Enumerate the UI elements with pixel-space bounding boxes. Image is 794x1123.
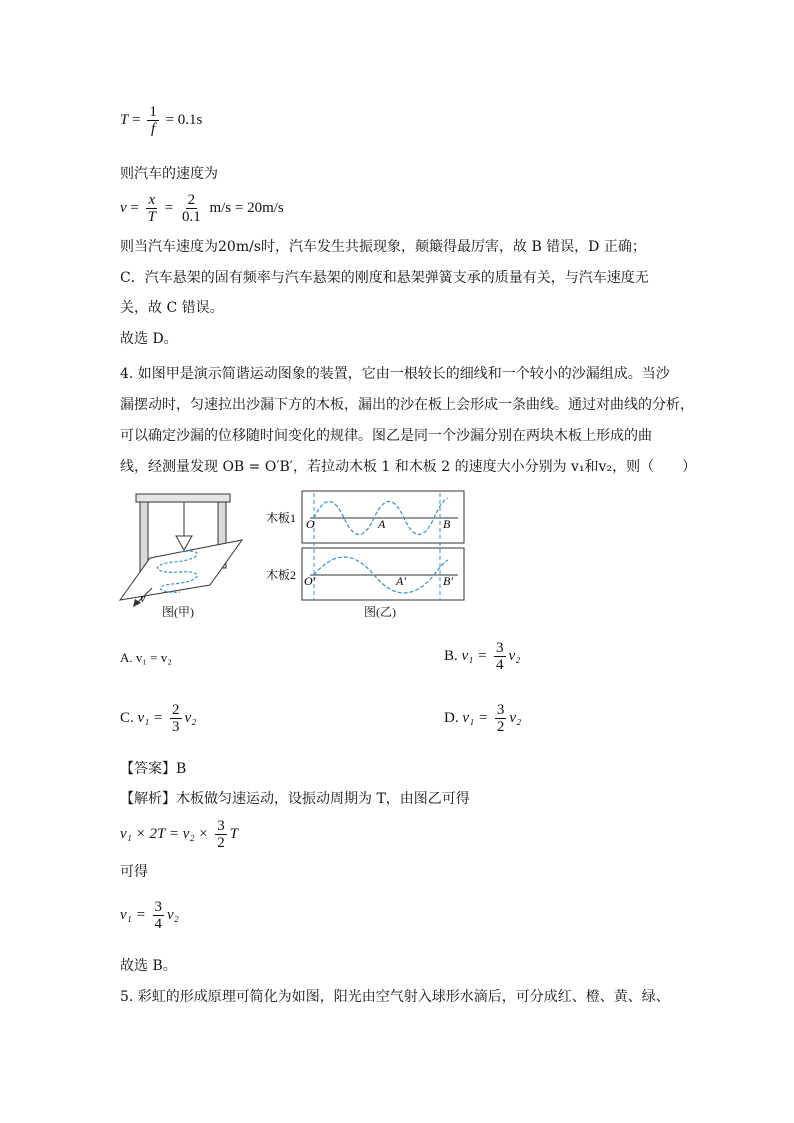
analysis-line: 【解析】木板做匀速运动，设振动周期为 T，由图乙可得	[120, 791, 470, 807]
caption-jia: 图(甲)	[162, 605, 194, 619]
text-line: 则当汽车速度为20m/s时，汽车发生共振现象，颠簸得最厉害，故 B 错误，D 正确；	[120, 239, 646, 255]
formula-speed: v = $\frac{x}{T}$ = $\frac{2}{0.1}$ m/s = 20m/s	[120, 192, 284, 225]
question-4-line2: 漏摆动时，匀速拉出沙漏下方的木板，漏出的沙在板上会形成一条曲线。通过对曲线的分析，	[120, 397, 694, 413]
text-line: C．汽车悬架的固有频率与汽车悬架的刚度和悬架弹簧支承的质量有关，与汽车速度无	[120, 270, 649, 286]
text-line: 故选 D。	[120, 331, 178, 347]
wooden-board	[120, 540, 242, 600]
point-a-prime: A′	[396, 574, 406, 588]
answer-label: 【答案】B	[120, 761, 187, 777]
fraction: $\frac{1}{f}$	[149, 104, 157, 137]
text-line: 关，故 C 错误。	[120, 300, 224, 316]
option-b[interactable]: B. v₁ = $\frac{3}{4}$ v₂	[444, 640, 521, 673]
question-4-line1: 4. 如图甲是演示简谐运动图象的装置，它由一根较长的细线和一个较小的沙漏组成。当沙	[120, 366, 670, 382]
point-b: B	[443, 517, 451, 531]
option-a[interactable]: A. v₁ = v₂	[120, 650, 172, 665]
figure-apparatus	[110, 490, 250, 620]
point-a: A	[378, 517, 386, 531]
equation-2: v₁ = $\frac{3}{4}$ v₂	[120, 899, 179, 932]
question-5-line1: 5. 彩虹的形成原理可简化为如图，阳光由空气射入球形水滴后，可分成红、橙、黄、绿、	[120, 989, 670, 1005]
board-1-label: 木板1	[266, 511, 297, 525]
equation-1: v₁ × 2T = v₂ × $\frac{3}{2}$ T	[120, 818, 239, 851]
sand-funnel	[176, 536, 192, 550]
text-line: 故选 B。	[120, 958, 177, 974]
top-bar	[136, 494, 230, 502]
formula-period: T = $\frac{1}{f}$ = 0.1s	[120, 104, 203, 137]
point-b-prime: B′	[443, 574, 453, 588]
caption-yi: 图(乙)	[364, 605, 396, 619]
point-o: O	[306, 517, 315, 531]
point-o-prime: O′	[304, 574, 316, 588]
text-line: 则汽车的速度为	[120, 166, 218, 182]
text-line: 可得	[120, 864, 148, 880]
question-4-line3: 可以确定沙漏的位移随时间变化的规律。图乙是同一个沙漏分别在两块木板上形成的曲	[120, 428, 652, 444]
velocity-label: v	[140, 591, 146, 605]
option-c[interactable]: C. v₁ = $\frac{2}{3}$ v₂	[120, 702, 197, 735]
figure-boards	[262, 488, 474, 608]
option-d[interactable]: D. v₁ = $\frac{3}{2}$ v₂	[444, 702, 522, 735]
board-2-label: 木板2	[266, 568, 297, 582]
question-4-line4: 线，经测量发现 OB = O′B′，若拉动木板 1 和木板 2 的速度大小分别为 v₁和v₂，则（ ）	[120, 459, 697, 475]
